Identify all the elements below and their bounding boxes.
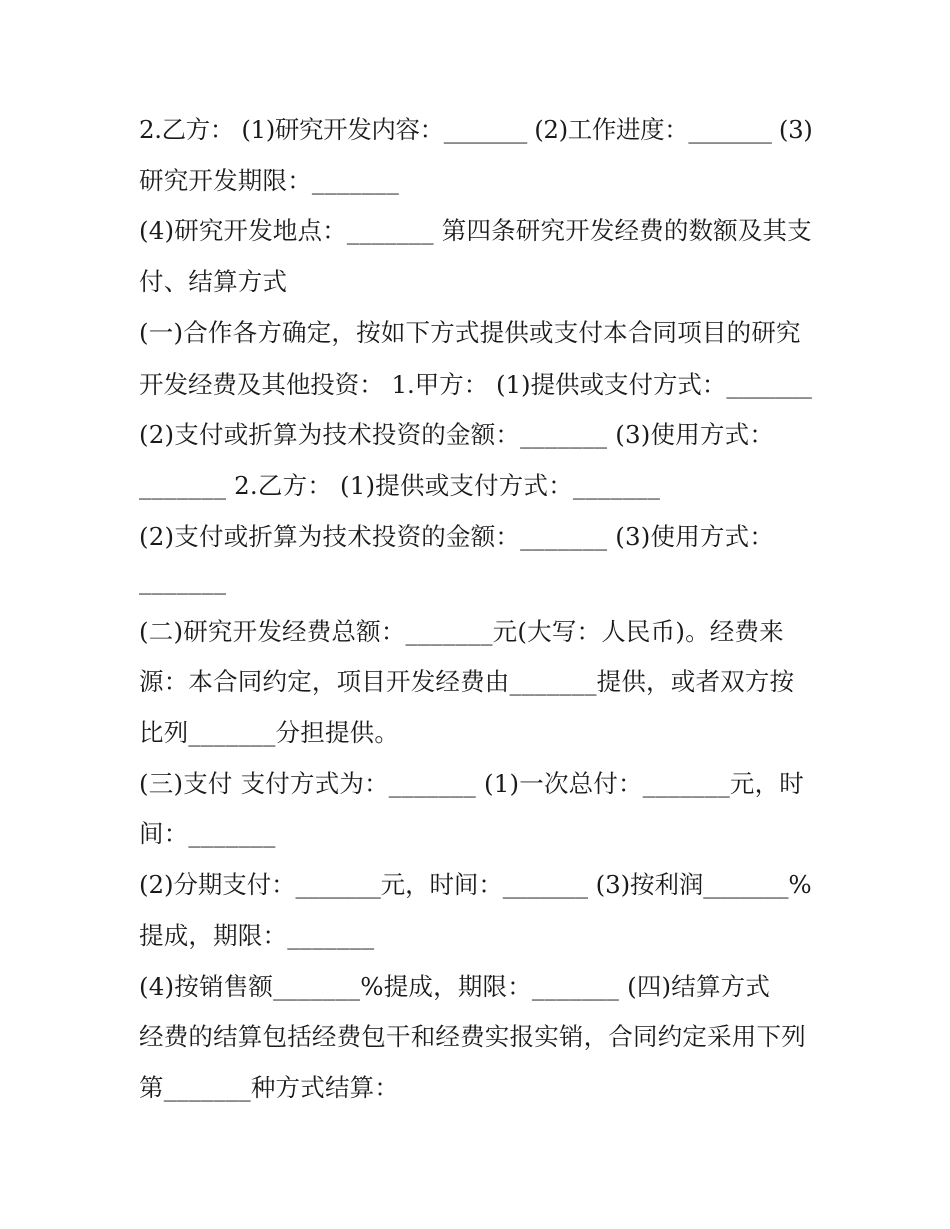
text-line: 研究开发期限：_______ [139,166,400,195]
text-line: (4)按销售额_______%提成，期限：_______ (四)结算方式 [139,972,771,1001]
text-line: _______ [139,566,227,595]
text-line: 源：本合同约定，项目开发经费由_______提供，或者双方按 [139,667,795,696]
text-line: 比列_______分担提供。 [139,718,400,747]
text-line: 第_______种方式结算： [139,1073,400,1102]
text-line: 经费的结算包括经费包干和经费实报实销，合同约定采用下列 [139,1022,806,1051]
text-line: 间：_______ [139,819,276,848]
text-line: (一)合作各方确定，按如下方式提供或支付本合同项目的研究 [139,318,801,347]
text-line: (2)支付或折算为技术投资的金额：_______ (3)使用方式： [139,522,775,551]
text-line: (4)研究开发地点：_______ 第四条研究开发经费的数额及其支 [139,216,812,245]
text-line: 提成，期限：_______ [139,921,375,950]
text-line: 2.乙方： (1)研究开发内容：_______ (2)工作进度：_______ (3) [139,115,813,144]
text-line: (2)支付或折算为技术投资的金额：_______ (3)使用方式： [139,420,775,449]
text-line: _______ 2.乙方： (1)提供或支付方式：_______ [139,471,661,500]
text-line: (三)支付 支付方式为：_______ (1)一次总付：_______元，时 [139,769,804,798]
text-line: 开发经费及其他投资： 1.甲方： (1)提供或支付方式：_______ [139,370,812,399]
text-line: (2)分期支付：_______元，时间：_______ (3)按利润_______% [139,870,812,899]
text-line: (二)研究开发经费总额：_______元(大写：人民币)。经费来 [139,617,784,646]
text-line: 付、结算方式 [139,267,288,296]
